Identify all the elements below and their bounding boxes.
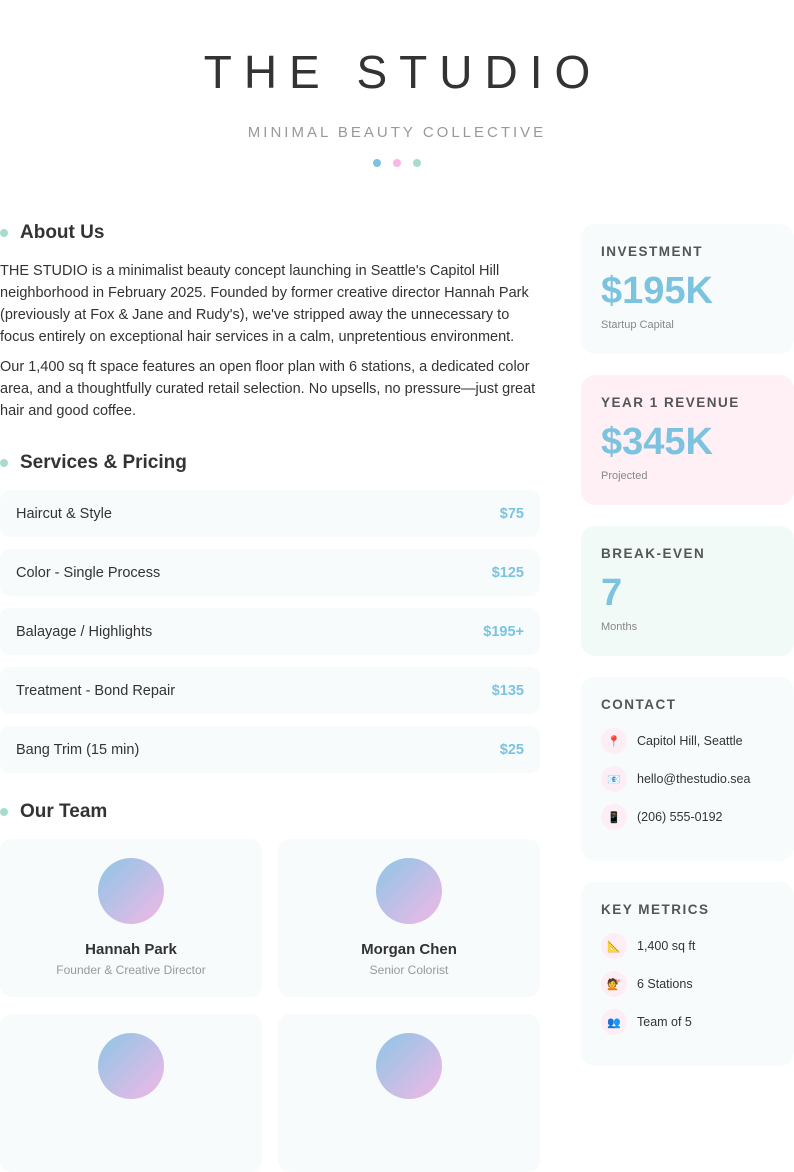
section-title — [0, 222, 540, 244]
metric-row — [601, 971, 774, 997]
contact-text: Capitol Hill, Seattle — [637, 734, 743, 748]
service-name: Treatment - Bond Repair — [16, 682, 176, 699]
brand-title: THE STUDIO — [203, 46, 603, 98]
services-title: Services & Pricing — [20, 452, 187, 473]
team-member-card — [0, 839, 262, 997]
phone-icon: 📱 — [601, 804, 627, 830]
about-paragraph: THE STUDIO is a minimalist beauty concept launching in Seattle's Capitol Hill neighborhood in February 2025. Founded by former creative director Hannah Park (previously at Fox & Jane and Rudy's), we've stripped away the unnecessary to focus entirely on exceptional hair services in a calm, unpretentious environment. — [0, 263, 529, 345]
avatar — [98, 858, 164, 924]
section-bullet — [0, 808, 8, 816]
team-section — [0, 801, 540, 1172]
service-price: $75 — [499, 505, 524, 522]
card-label: YEAR 1 REVENUE — [601, 395, 740, 410]
member-role: Senior Colorist — [369, 963, 449, 977]
page-header — [0, 0, 794, 167]
metrics-card — [581, 882, 794, 1066]
card-sub: Projected — [601, 470, 648, 482]
team-title: Our Team — [20, 801, 108, 822]
card-label: INVESTMENT — [601, 244, 704, 259]
service-name: Haircut & Style — [16, 505, 112, 522]
ruler-icon: 📐 — [601, 933, 627, 959]
service-name: Balayage / Highlights — [16, 623, 153, 640]
card-value: 7 — [601, 572, 623, 614]
team-icon: 👥 — [601, 1009, 627, 1035]
service-price: $195+ — [483, 623, 524, 640]
service-price: $125 — [491, 564, 524, 581]
pin-icon: 📍 — [601, 728, 627, 754]
section-bullet — [0, 229, 8, 237]
sidebar — [581, 224, 794, 1087]
section-bullet — [0, 459, 8, 467]
team-member-card — [278, 839, 540, 997]
service-name: Bang Trim (15 min) — [16, 741, 140, 758]
team-member-card — [0, 1014, 262, 1172]
card-sub: Startup Capital — [601, 319, 674, 331]
avatar — [376, 858, 442, 924]
contact-row — [601, 766, 774, 792]
service-name: Color - Single Process — [16, 564, 161, 581]
metric-text: Team of 5 — [637, 1015, 692, 1029]
card-sub: Months — [601, 621, 638, 633]
contact-row — [601, 804, 774, 830]
card-label: CONTACT — [601, 697, 677, 712]
member-name: Hannah Park — [85, 941, 177, 958]
card-value: $345K — [601, 421, 713, 463]
service-row — [0, 549, 540, 596]
stylist-icon: 💇 — [601, 971, 627, 997]
metric-text: 6 Stations — [637, 977, 693, 991]
contact-text: hello@thestudio.sea — [637, 772, 751, 786]
mail-icon: 📧 — [601, 766, 627, 792]
contact-card — [581, 677, 794, 861]
service-price: $135 — [491, 682, 524, 699]
card-label: BREAK-EVEN — [601, 546, 706, 561]
breakeven-card — [581, 526, 794, 656]
avatar — [98, 1033, 164, 1099]
metric-row — [601, 933, 774, 959]
tagline: MINIMAL BEAUTY COLLECTIVE — [247, 124, 547, 141]
member-role: Founder & Creative Director — [56, 963, 206, 977]
section-title — [0, 801, 540, 823]
dot-mint — [413, 159, 421, 167]
service-row — [0, 667, 540, 714]
service-row — [0, 490, 540, 537]
service-price: $25 — [499, 741, 524, 758]
revenue-card — [581, 375, 794, 505]
about-title: About Us — [20, 222, 105, 243]
avatar — [376, 1033, 442, 1099]
dot-pink — [393, 159, 401, 167]
team-member-card — [278, 1014, 540, 1172]
main-column — [0, 222, 540, 1172]
card-label: KEY METRICS — [601, 902, 710, 917]
contact-text: (206) 555-0192 — [637, 810, 723, 824]
metric-text: 1,400 sq ft — [637, 939, 696, 953]
card-value: $195K — [601, 270, 713, 312]
team-grid — [0, 839, 540, 1172]
investment-card — [581, 224, 794, 354]
about-paragraph: Our 1,400 sq ft space features an open floor plan with 6 stations, a dedicated color area, and a thoughtfully curated retail selection. No upsells, no pressure—just great hair and good coffee. — [0, 359, 536, 419]
section-title — [0, 452, 540, 474]
services-section — [0, 452, 540, 773]
member-name: Morgan Chen — [361, 941, 457, 958]
about-section — [0, 222, 540, 422]
metric-row — [601, 1009, 774, 1035]
contact-row — [601, 728, 774, 754]
service-row — [0, 608, 540, 655]
dot-blue — [373, 159, 381, 167]
decorative-dots — [0, 159, 794, 167]
service-row — [0, 726, 540, 773]
